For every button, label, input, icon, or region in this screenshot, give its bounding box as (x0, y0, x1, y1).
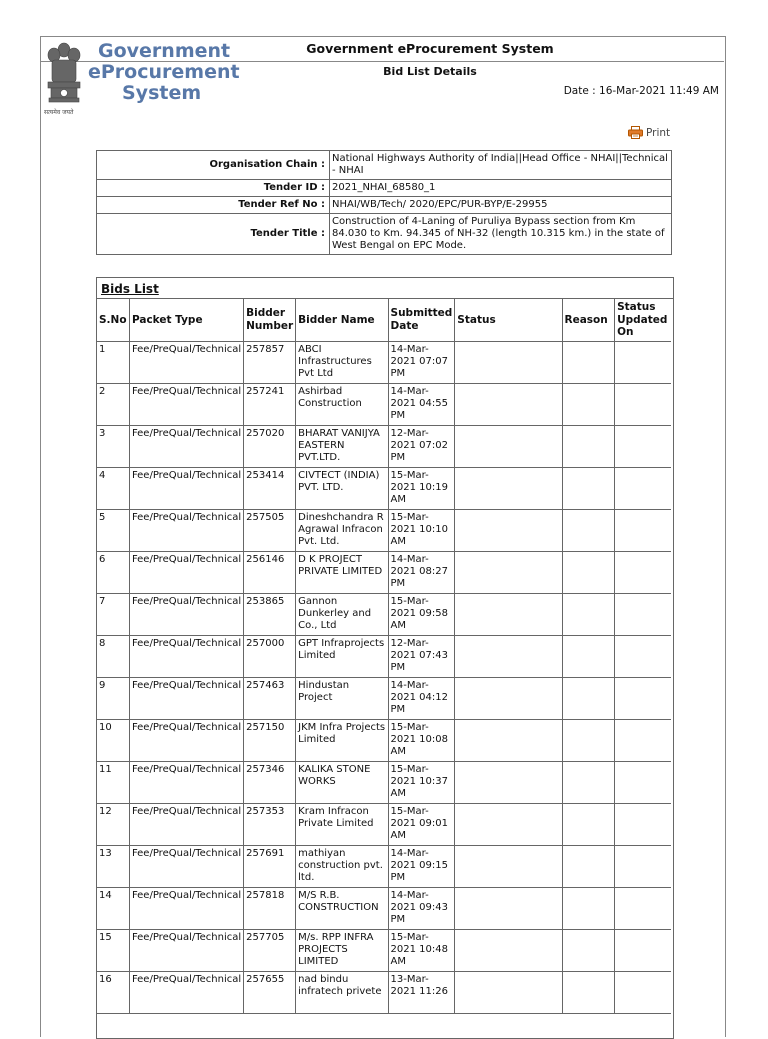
logo-text-government: Government (98, 40, 231, 62)
cell-status (455, 971, 562, 1013)
cell-submitted-date: 14-Mar-2021 04:55 PM (388, 383, 455, 425)
cell-status (455, 467, 562, 509)
table-row (97, 509, 671, 551)
cell-bidder-name: BHARAT VANIJYA EASTERN PVT.LTD. (296, 425, 388, 467)
cell-sno: 8 (97, 635, 129, 677)
col-status-updated-on: Status Updated On (615, 299, 671, 341)
cell-bidder-name: Dineshchandra R Agrawal Infracon Pvt. Ltd. (296, 509, 388, 551)
cell-bidder-number: 257241 (244, 383, 296, 425)
cell-bidder-name: KALIKA STONE WORKS (296, 761, 388, 803)
table-row (97, 761, 671, 803)
cell-status (455, 635, 562, 677)
cell-submitted-date: 12-Mar-2021 07:02 PM (388, 425, 455, 467)
cell-bidder-number: 253865 (244, 593, 296, 635)
cell-bidder-number: 257655 (244, 971, 296, 1013)
cell-bidder-name: M/S R.B. CONSTRUCTION (296, 887, 388, 929)
details-row-ref-no (97, 197, 672, 214)
cell-status-updated-on (615, 971, 671, 1013)
table-row (97, 677, 671, 719)
cell-submitted-date: 14-Mar-2021 04:12 PM (388, 677, 455, 719)
cell-bidder-number: 257353 (244, 803, 296, 845)
cell-bidder-name: M/s. RPP INFRA PROJECTS LIMITED (296, 929, 388, 971)
table-row (97, 971, 671, 1013)
cell-packet-type: Fee/PreQual/Technical (129, 467, 243, 509)
cell-status-updated-on (615, 929, 671, 971)
cell-packet-type: Fee/PreQual/Technical (129, 803, 243, 845)
cell-bidder-number: 257818 (244, 887, 296, 929)
cell-packet-type: Fee/PreQual/Technical (129, 593, 243, 635)
cell-bidder-name: mathiyan construction pvt. ltd. (296, 845, 388, 887)
cell-reason (562, 677, 615, 719)
cell-status-updated-on (615, 467, 671, 509)
cell-status (455, 383, 562, 425)
cell-sno: 14 (97, 887, 129, 929)
org-chain-value: National Highways Authority of India||Head Office - NHAI||Technical - NHAI (330, 151, 672, 180)
table-row (97, 635, 671, 677)
cell-reason (562, 635, 615, 677)
cell-status (455, 803, 562, 845)
cell-sno: 16 (97, 971, 129, 1013)
cell-submitted-date: 15-Mar-2021 09:58 AM (388, 593, 455, 635)
org-chain-label: Organisation Chain : (97, 151, 330, 180)
cell-bidder-number: 253414 (244, 467, 296, 509)
cell-reason (562, 929, 615, 971)
bids-header-row (97, 299, 671, 341)
cell-packet-type: Fee/PreQual/Technical (129, 635, 243, 677)
cell-packet-type: Fee/PreQual/Technical (129, 719, 243, 761)
cell-packet-type: Fee/PreQual/Technical (129, 425, 243, 467)
cell-status-updated-on (615, 551, 671, 593)
cell-reason (562, 845, 615, 887)
table-row (97, 719, 671, 761)
cell-submitted-date: 13-Mar-2021 11:26 (388, 971, 455, 1013)
table-row (97, 467, 671, 509)
tender-ref-value: NHAI/WB/Tech/ 2020/EPC/PUR-BYP/E-29955 (330, 197, 672, 214)
cell-status (455, 509, 562, 551)
col-reason: Reason (562, 299, 615, 341)
cell-status (455, 551, 562, 593)
details-row-title (97, 214, 672, 255)
cell-status (455, 593, 562, 635)
cell-bidder-number: 257150 (244, 719, 296, 761)
cell-packet-type: Fee/PreQual/Technical (129, 971, 243, 1013)
cell-submitted-date: 15-Mar-2021 10:19 AM (388, 467, 455, 509)
cell-reason (562, 425, 615, 467)
bids-table (97, 299, 671, 1014)
tender-title-value: Construction of 4-Laning of Puruliya Bypass section from Km 84.030 to Km. 94.345 of NH-32 (length 10.315 km.) in the state of West Bengal on EPC Mode. (330, 214, 672, 255)
cell-bidder-number: 257346 (244, 761, 296, 803)
cell-submitted-date: 15-Mar-2021 10:08 AM (388, 719, 455, 761)
table-row (97, 593, 671, 635)
cell-packet-type: Fee/PreQual/Technical (129, 383, 243, 425)
col-bidder-name: Bidder Name (296, 299, 388, 341)
cell-bidder-number: 257020 (244, 425, 296, 467)
cell-bidder-name: Kram Infracon Private Limited (296, 803, 388, 845)
cell-status-updated-on (615, 593, 671, 635)
table-row (97, 845, 671, 887)
cell-bidder-number: 257000 (244, 635, 296, 677)
cell-bidder-name: Gannon Dunkerley and Co., Ltd (296, 593, 388, 635)
cell-bidder-number: 256146 (244, 551, 296, 593)
cell-submitted-date: 15-Mar-2021 10:37 AM (388, 761, 455, 803)
col-submitted-date: Submitted Date (388, 299, 455, 341)
tender-id-value: 2021_NHAI_68580_1 (330, 180, 672, 197)
cell-sno: 15 (97, 929, 129, 971)
col-sno: S.No (97, 299, 129, 341)
cell-packet-type: Fee/PreQual/Technical (129, 677, 243, 719)
cell-bidder-name: D K PROJECT PRIVATE LIMITED (296, 551, 388, 593)
cell-reason (562, 887, 615, 929)
logo-text-eprocurement: eProcurement (88, 61, 240, 83)
details-row-organisation (97, 151, 672, 180)
cell-bidder-name: GPT Infraprojects Limited (296, 635, 388, 677)
cell-sno: 1 (97, 341, 129, 383)
cell-status-updated-on (615, 845, 671, 887)
cell-bidder-number: 257505 (244, 509, 296, 551)
cell-bidder-number: 257463 (244, 677, 296, 719)
cell-bidder-name: JKM Infra Projects Limited (296, 719, 388, 761)
tender-id-label: Tender ID : (97, 180, 330, 197)
cell-reason (562, 467, 615, 509)
col-bidder-number: Bidder Number (244, 299, 296, 341)
table-row (97, 803, 671, 845)
cell-bidder-number: 257857 (244, 341, 296, 383)
cell-sno: 13 (97, 845, 129, 887)
site-title: Government eProcurement System (306, 41, 554, 56)
cell-bidder-name: CIVTECT (INDIA) PVT. LTD. (296, 467, 388, 509)
printer-icon (628, 126, 643, 139)
cell-status-updated-on (615, 341, 671, 383)
cell-packet-type: Fee/PreQual/Technical (129, 551, 243, 593)
cell-status-updated-on (615, 761, 671, 803)
cell-sno: 9 (97, 677, 129, 719)
cell-packet-type: Fee/PreQual/Technical (129, 341, 243, 383)
bids-list-heading: Bids List (97, 278, 673, 299)
table-row (97, 341, 671, 383)
col-packet-type: Packet Type (129, 299, 243, 341)
cell-bidder-number: 257691 (244, 845, 296, 887)
print-label: Print (646, 126, 671, 139)
cell-packet-type: Fee/PreQual/Technical (129, 761, 243, 803)
cell-reason (562, 509, 615, 551)
cell-status-updated-on (615, 635, 671, 677)
cell-submitted-date: 14-Mar-2021 07:07 PM (388, 341, 455, 383)
cell-status (455, 887, 562, 929)
cell-status-updated-on (615, 509, 671, 551)
cell-packet-type: Fee/PreQual/Technical (129, 887, 243, 929)
cell-status-updated-on (615, 887, 671, 929)
cell-status-updated-on (615, 719, 671, 761)
cell-bidder-name: nad bindu infratech privete (296, 971, 388, 1013)
cell-reason (562, 383, 615, 425)
cell-packet-type: Fee/PreQual/Technical (129, 929, 243, 971)
cell-status (455, 677, 562, 719)
cell-submitted-date: 14-Mar-2021 09:43 PM (388, 887, 455, 929)
emblem-caption: सत्यमेव जयते (44, 109, 74, 116)
cell-submitted-date: 15-Mar-2021 10:10 AM (388, 509, 455, 551)
cell-status-updated-on (615, 803, 671, 845)
cell-status (455, 761, 562, 803)
cell-sno: 4 (97, 467, 129, 509)
cell-reason (562, 719, 615, 761)
table-row (97, 887, 671, 929)
cell-reason (562, 971, 615, 1013)
date-stamp (564, 85, 719, 97)
cell-status (455, 341, 562, 383)
cell-reason (562, 593, 615, 635)
cell-bidder-name: Hindustan Project (296, 677, 388, 719)
cell-sno: 11 (97, 761, 129, 803)
cell-sno: 3 (97, 425, 129, 467)
tender-title-label: Tender Title : (97, 214, 330, 255)
cell-status (455, 845, 562, 887)
table-row (97, 929, 671, 971)
cell-status (455, 929, 562, 971)
national-emblem-icon (44, 38, 84, 110)
cell-status (455, 719, 562, 761)
cell-submitted-date: 12-Mar-2021 07:43 PM (388, 635, 455, 677)
cell-sno: 7 (97, 593, 129, 635)
cell-sno: 6 (97, 551, 129, 593)
logo-text-system: System (122, 82, 202, 104)
date-value: 16-Mar-2021 11:49 AM (599, 85, 719, 97)
cell-status (455, 425, 562, 467)
col-status: Status (455, 299, 562, 341)
table-row (97, 383, 671, 425)
cell-sno: 5 (97, 509, 129, 551)
cell-status-updated-on (615, 425, 671, 467)
cell-status-updated-on (615, 383, 671, 425)
cell-bidder-number: 257705 (244, 929, 296, 971)
cell-sno: 2 (97, 383, 129, 425)
cell-bidder-name: ABCI Infrastructures Pvt Ltd (296, 341, 388, 383)
bids-list-panel (96, 277, 674, 1039)
cell-status-updated-on (615, 677, 671, 719)
date-label: Date : (563, 85, 596, 97)
cell-submitted-date: 15-Mar-2021 09:01 AM (388, 803, 455, 845)
cell-reason (562, 803, 615, 845)
site-logo[interactable] (44, 38, 244, 118)
cell-packet-type: Fee/PreQual/Technical (129, 845, 243, 887)
tender-details-table (96, 150, 672, 255)
cell-submitted-date: 14-Mar-2021 08:27 PM (388, 551, 455, 593)
page-title: Bid List Details (383, 65, 477, 78)
cell-sno: 12 (97, 803, 129, 845)
cell-submitted-date: 14-Mar-2021 09:15 PM (388, 845, 455, 887)
bids-table-body (97, 341, 671, 1013)
cell-submitted-date: 15-Mar-2021 10:48 AM (388, 929, 455, 971)
cell-reason (562, 341, 615, 383)
cell-reason (562, 551, 615, 593)
table-row (97, 425, 671, 467)
table-row (97, 551, 671, 593)
cell-packet-type: Fee/PreQual/Technical (129, 509, 243, 551)
details-row-tender-id (97, 180, 672, 197)
print-button[interactable] (628, 126, 670, 139)
cell-sno: 10 (97, 719, 129, 761)
tender-ref-label: Tender Ref No : (97, 197, 330, 214)
cell-reason (562, 761, 615, 803)
cell-bidder-name: Ashirbad Construction (296, 383, 388, 425)
